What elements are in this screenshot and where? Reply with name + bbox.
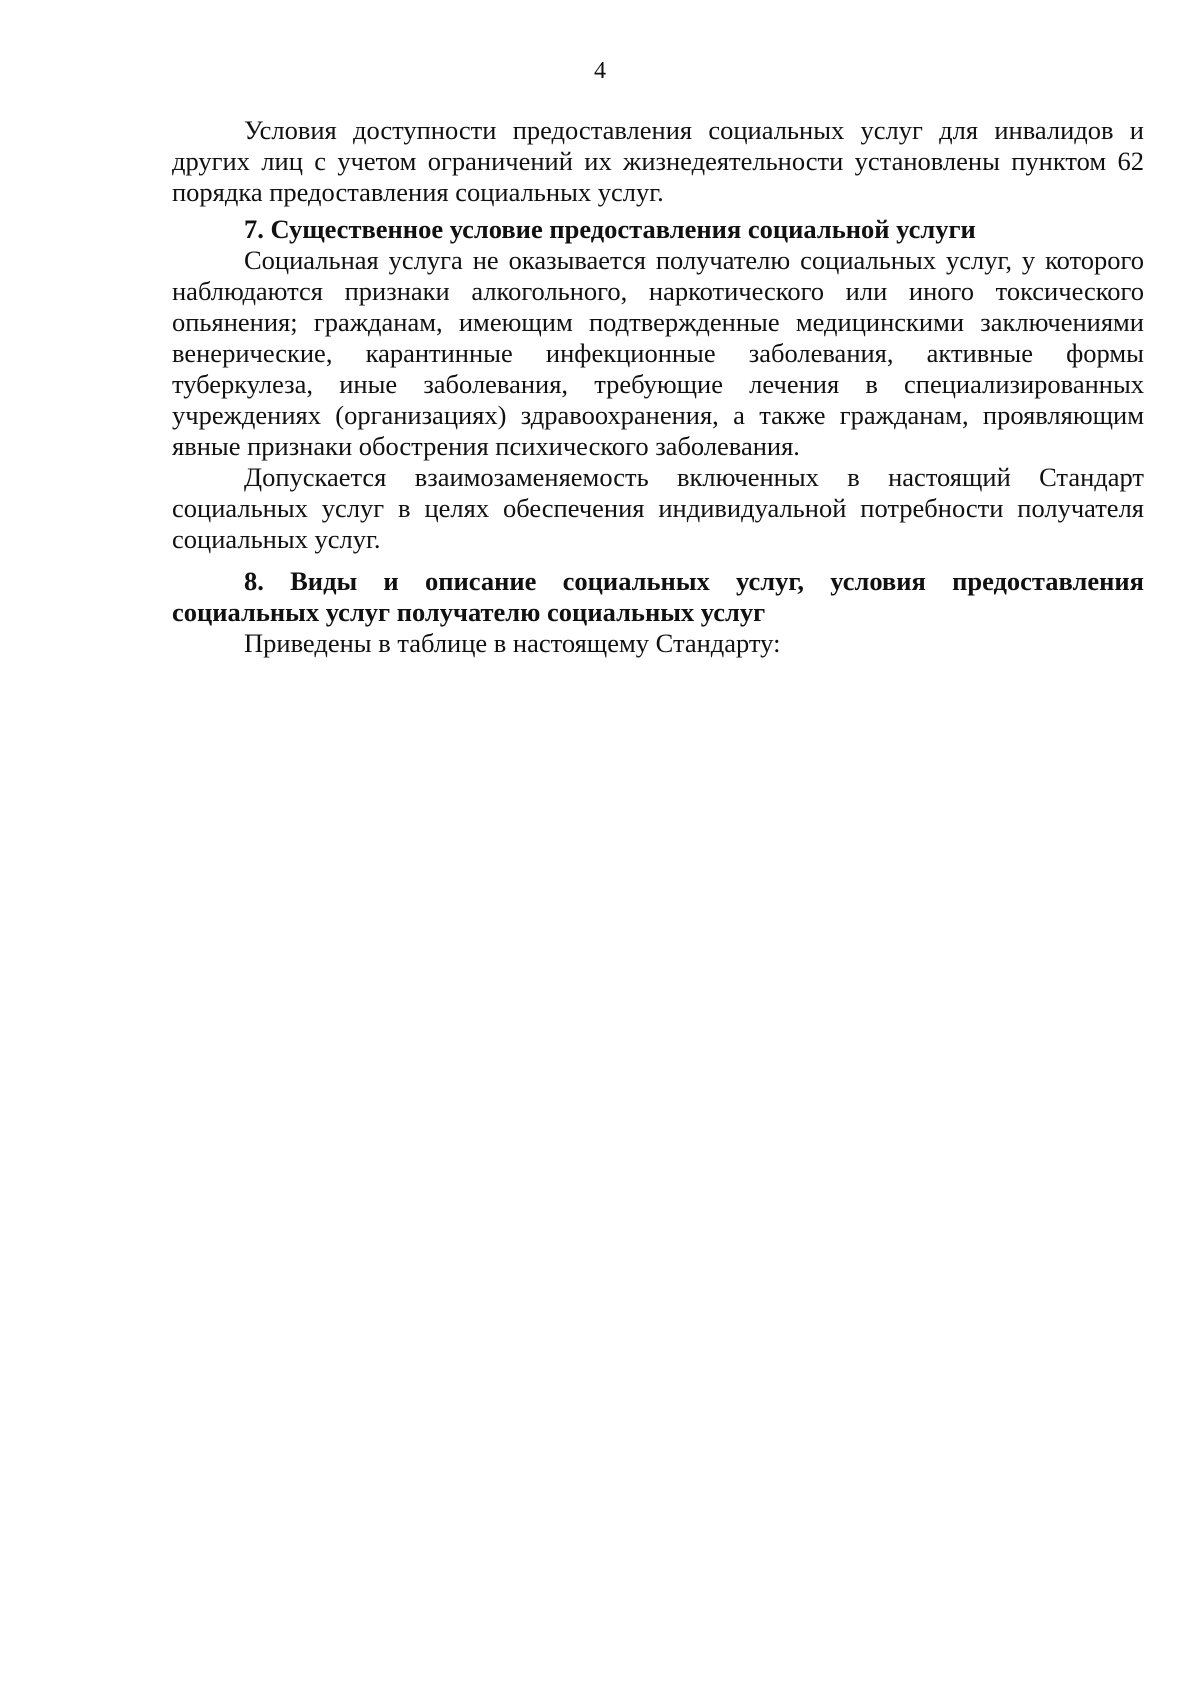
paragraph-service-restrictions: Социальная услуга не оказывается получателю социальных услуг, у которого наблюдаются признаки алкогольного, наркотического или иного токсического опьянения; гражданам, имеющим подтвержденные медицинскими заключениями венерические, карантинные инфекционные заболевания, активные формы туберкулеза, иные заболевания, требующие лечения в специализированных учреждениях (организациях) здравоохранения, а также гражданам, проявляющим явные признаки обострения психического заболевания. — [172, 245, 1144, 461]
paragraph-accessibility-conditions: Условия доступности предоставления социальных услуг для инвалидов и других лиц с учетом ограничений их жизнедеятельности установлены пунктом 62 порядка предоставления социальных услуг. — [172, 115, 1144, 207]
section-heading-8: 8. Виды и описание социальных услуг, условия предоставления социальных услуг получателю социальных услуг — [172, 566, 1144, 627]
page-number: 4 — [594, 58, 606, 84]
paragraph-interchangeability: Допускается взаимозаменяемость включенных в настоящий Стандарт социальных услуг в целях обеспечения индивидуальной потребности получателя социальных услуг. — [172, 462, 1144, 554]
document-body — [172, 115, 1144, 659]
paragraph-table-reference: Приведены в таблице в настоящему Стандарту: — [244, 628, 781, 658]
section-heading-7: 7. Существенное условие предоставления социальной услуги — [244, 214, 976, 244]
